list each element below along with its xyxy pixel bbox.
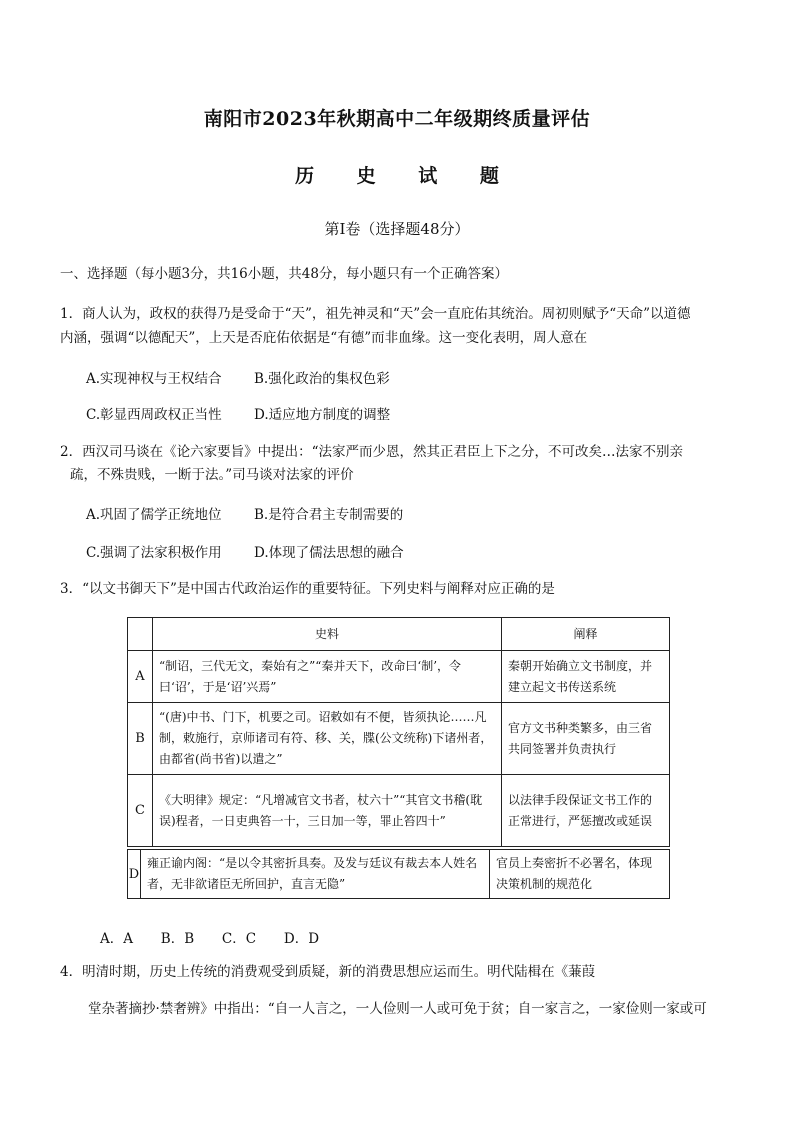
section-intro: 一、选择题（每小题3分，共16小题，共48分，每小题只有一个正确答案）: [60, 266, 508, 282]
q4-stem-line1: 4．明清时期，历史上传统的消费观受到质疑，新的消费思想应运而生。明代陆楫在《蒹葭: [60, 964, 596, 980]
row-key: D: [128, 850, 141, 899]
q3-answer-options: A．A B．B C．C D．D: [100, 931, 320, 947]
exam-subject: 历 史 试 题: [295, 165, 517, 187]
table-header-empty: [128, 618, 153, 651]
table-row: [128, 703, 670, 775]
q2-option-a: A.巩固了儒学正统地位: [86, 507, 222, 523]
row-explain: 以法律手段保证文书工作的正常进行，严惩擅改或延误: [502, 775, 670, 847]
exam-title: 南阳市2023年秋期高中二年级期终质量评估: [203, 108, 591, 130]
q1-option-a: A.实现神权与王权结合: [86, 371, 222, 387]
row-explain: 秦朝开始确立文书制度，并建立起文书传送系统: [502, 651, 670, 703]
q2-stem-line2: 疏，不殊贵贱，一断于法。”司马谈对法家的评价: [70, 467, 354, 483]
q4-stem-line2: 堂杂著摘抄·禁奢辨》中指出：“自一人言之，一人俭则一人或可免于贫；自一家言之，一家俭则一家或可: [88, 1001, 707, 1017]
q1-option-d: D.适应地方制度的调整: [254, 407, 391, 423]
row-source: 雍正谕内阁：“是以令其密折具奏。及发与廷议有裁去本人姓名者，无非欲诸臣无所回护，直言无隐”: [141, 850, 490, 899]
q1-stem-line1: 1．商人认为，政权的获得乃是受命于“天”，祖先神灵和“天”会一直庇佑其统治。周初则赋予“天命”以道德: [60, 306, 691, 322]
q2-option-b: B.是符合君主专制需要的: [254, 507, 404, 523]
q1-stem-line2: 内涵，强调“以德配天”，上天是否庇佑依据是“有德”而非血缘。这一变化表明，周人意在: [60, 330, 588, 346]
row-key: B: [128, 703, 153, 775]
table-header-source: 史料: [153, 618, 502, 651]
table-header-explain: 阐释: [502, 618, 670, 651]
row-key: A: [128, 651, 153, 703]
q1-option-c: C.彰显西周政权正当性: [86, 407, 222, 423]
q3-source-table: [127, 617, 670, 847]
q2-option-d: D.体现了儒法思想的融合: [254, 545, 404, 561]
table-row: [128, 651, 670, 703]
row-explain: 官方文书种类繁多，由三省共同签署并负责执行: [502, 703, 670, 775]
row-source: 《大明律》规定：“凡增减官文书者，杖六十”“其官文书稽(耽误)程者，一日吏典笞一十，三日加一等，罪止笞四十”: [153, 775, 502, 847]
table-header-row: [128, 618, 670, 651]
row-explain: 官员上奏密折不必署名，体现决策机制的规范化: [490, 850, 670, 899]
volume-heading: 第Ⅰ卷（选择题48分）: [324, 220, 470, 238]
q2-option-c: C.强调了法家积极作用: [86, 545, 222, 561]
q3-source-table-d: [127, 849, 670, 899]
table-row: [128, 850, 670, 899]
q3-stem: 3．“以文书御天下”是中国古代政治运作的重要特征。下列史料与阐释对应正确的是: [60, 581, 555, 597]
table-row: [128, 775, 670, 847]
row-source: “(唐)中书、门下，机要之司。诏敕如有不便，皆须执论……凡制，敕施行，京师诸司有符、移、关，牒(公文统称)下诸州者，由都省(尚书省)以遣之”: [153, 703, 502, 775]
row-source: “制诏，三代无文，秦始有之”“秦并天下，改命曰‘制’，令曰‘诏’，于是‘诏’兴焉”: [153, 651, 502, 703]
row-key: C: [128, 775, 153, 847]
q2-stem-line1: 2．西汉司马谈在《论六家要旨》中提出：“法家严而少恩，然其正君臣上下之分，不可改矣…法家不别亲: [60, 444, 683, 460]
q1-option-b: B.强化政治的集权色彩: [254, 371, 390, 387]
